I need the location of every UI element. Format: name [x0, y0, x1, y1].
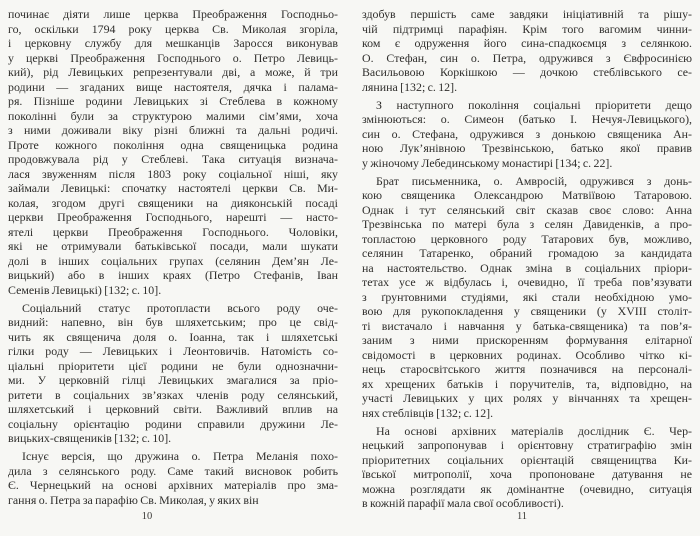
text-line: свідомості в церковних родинах. Особливо чітко кі- [362, 347, 692, 362]
text-line: шляхетський і церковний світи. Важливий вплив на [8, 402, 338, 416]
text-line: нецький запропонував і орієнтовну стратиграфію змін [362, 438, 692, 452]
text-line: здобув першість саме завдяки ініціативній та рішу- [362, 7, 692, 21]
text-line: Соціальний статус протопласти всього роду оче- [22, 300, 338, 315]
text-line: чій підтримці парафіян. Крім того вагомим чинни- [362, 21, 692, 36]
text-line: селянин Татаренко, обраний громадою за кандидата [362, 246, 692, 260]
page-10-number: 10 [141, 511, 153, 522]
text-line: вицьких-священиків [132; с. 10]. [8, 431, 172, 445]
text-line: Проте кожного покоління одна священицька родина [8, 137, 338, 152]
text-line: участі Левицьких у цих ролях у вінчаннях та хрещен- [362, 391, 692, 405]
text-line: На основі архівних матеріалів дослідник Є. Чер- [376, 423, 692, 438]
text-line: на настоятельство. Однак зміна в соціальних пріори- [362, 260, 692, 275]
text-line: змінюються: о. Симеон (батько І. Нечуя-Левицького), [362, 112, 692, 126]
text-line: вою для рукопокладення у священики (у XVIII століт- [362, 304, 692, 318]
text-line: пріоритетних соціальних орієнтацій священицтва Ки- [362, 452, 692, 467]
paragraph [362, 7, 692, 94]
text-line: Васильовою Коркішкою — дочкою стеблівського се- [362, 65, 692, 79]
text-line: Однак і тут селянський світ сказав своє слово: Анна [362, 202, 692, 217]
text-line: син о. Стефана, одружився з донькою священика Ан- [362, 126, 692, 141]
text-line: го, оскільки 1794 року церква Св. Миколая згоріла, [8, 21, 338, 36]
text-line: займали Левицькі: спочатку настоятелі церкви Св. Ми- [8, 181, 338, 195]
text-line: колая, згодом другі священики на дияконській посаді [8, 195, 338, 210]
text-line: кий), рід Левицьких репрезентували дві, а може, й три [8, 65, 338, 79]
text-line: соціальну орієнтацію родини справили дружини Ле- [8, 416, 338, 431]
text-line: топластою церковного роду Татарових був, можливо, [362, 231, 692, 246]
text-line: ті вистачало і навчання у батька-священика) та пов’я- [362, 318, 692, 333]
text-line: ївської митрополії, хоча пропоноване датування не [362, 467, 692, 481]
text-line: Семенів Левицькі) [132; с. 10]. [8, 282, 162, 297]
text-line: долі в інших соціальних групах (селянин Дем’ян Ле- [8, 253, 338, 268]
text-line: ком є одруження його сина-спадкоємця з селянкою. [362, 36, 692, 50]
text-line: вицький) або в інших краях (Петро Стефанів, Іван [8, 268, 338, 282]
text-line: лянина [132; с. 12]. [362, 79, 458, 94]
text-line: гілки роду — Левицьких і Леонтовичів. Натомість со- [8, 344, 338, 358]
text-line: з ґрунтовними студіями, які стали необхідною умо- [362, 289, 692, 304]
text-line: ми. У церковній гілці Левицьких змагалися за пріо- [8, 373, 338, 387]
page-11 [362, 7, 692, 529]
paragraph [362, 98, 692, 171]
text-line: церкви Преображення Господнього, нарешті — насто- [8, 210, 338, 224]
text-line: ятелі церкви Преображення Господнього. Чоловіки, [8, 224, 338, 239]
text-line: Існує версія, що дружина о. Петра Меланія похо- [22, 449, 338, 463]
text-line: родини — згаданих вище настоятеля, дячка і палама- [8, 79, 338, 94]
text-line: і церковну службу для мешканців Заросся виконував [8, 36, 338, 50]
page-11-text-block [362, 7, 692, 511]
text-line: які не отримували батьківської посади, мали шукати [8, 239, 338, 253]
text-line: у церкві Преображення Господнього о. Петро Левиць- [8, 50, 338, 65]
text-line: поколінні були за структурою малими сім’ями, хоча [8, 108, 338, 123]
text-line: З наступного покоління соціальні пріоритети дещо [376, 97, 692, 112]
page-11-number: 11 [516, 511, 528, 522]
text-line: ціальні пріоритети цієї родини не були однозначни- [8, 358, 338, 373]
text-line: Брат письменника, о. Амвросій, одружився з донь- [376, 173, 692, 188]
text-line: Є. Чернецький на основі архівних матеріалів про зма- [8, 478, 338, 492]
paragraph [8, 7, 338, 297]
text-line: нець старосвітського життя позначився на персоналі- [362, 362, 692, 376]
text-line: ною Лук’янівною Трезвінською, батько якої правив [362, 141, 692, 155]
text-line: лася звуженням після 1803 року соціальної ніші, яку [8, 166, 338, 181]
text-line: з ними доживали віку різні ближні та дальні родичі. [8, 123, 338, 137]
text-line: ях хрещених батьків і поручителів, та, відповідно, на [362, 376, 692, 391]
text-line: чить як священича доля о. Іоанна, так і шляхетські [8, 329, 338, 344]
text-line: у жіночому Лебединському монастирі [134; с. 22]. [362, 155, 613, 170]
text-line: О. Стефан, син о. Петра, одружився з Євфросинією [362, 50, 692, 65]
text-line: видний: напевно, він був шляхетським; про це свід- [8, 315, 338, 329]
text-line: заним з ними прискоренням формування елітарної [362, 333, 692, 347]
text-line: ритети в соціальних зв’язках членів роду селянський, [8, 387, 338, 402]
text-line: нях стеблівців [132; с. 12]. [362, 405, 494, 420]
text-line: гання о. Петра за парафію Св. Миколая, у яких він [8, 492, 259, 507]
paragraph [362, 424, 692, 511]
text-line: продовжувала рід у Стеблеві. Така ситуація визнача- [8, 152, 338, 166]
page-10-text-block [8, 7, 338, 507]
text-line: дила з селянського роду. Саме такий висновок робить [8, 463, 338, 478]
paragraph [8, 449, 338, 507]
text-line: ря. Пізніше родини Левицьких зі Стеблева в кожному [8, 94, 338, 108]
paragraph [362, 174, 692, 421]
text-line: тетах усе ж відбулась і, очевидно, її треба пов’язувати [362, 275, 692, 289]
text-line: можна розглядати як домінантне (очевидно, ситуація [362, 481, 692, 496]
page-10 [8, 7, 338, 529]
text-line: Трезвінська по матері була з селян Давиденків, а про- [362, 217, 692, 231]
text-line: починає діяти лише церква Преображення Господньо- [8, 7, 338, 21]
text-line: в кожній парафії мала свої особливості). [362, 496, 564, 510]
paragraph [8, 301, 338, 446]
text-line: кою священика Олександрою Матвіївою Татаровою. [362, 188, 692, 202]
